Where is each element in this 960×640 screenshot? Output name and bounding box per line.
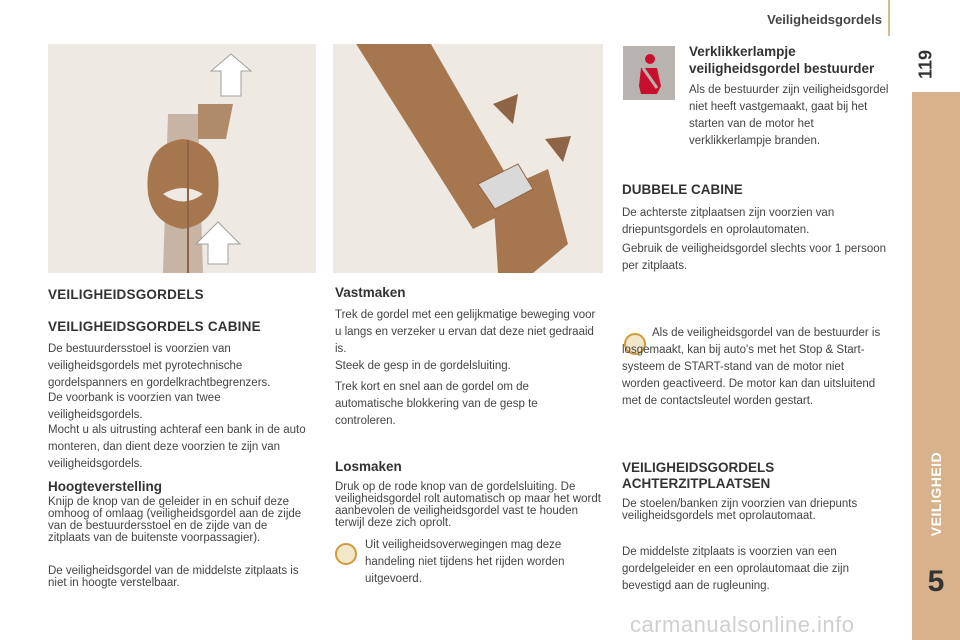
heading-warning-lamp-2: veiligheidsgordel bestuurder: [689, 61, 875, 76]
chapter-label: VEILIGHEID: [928, 451, 944, 537]
paragraph-fasten-2: Steek de gesp in de gordelsluiting.: [335, 360, 511, 372]
paragraph-fasten-1: Trek de gordel met een gelijkmatige beweging voor u langs en verzeker u ervan dat deze niet gedraaid is.: [335, 309, 596, 355]
paragraph-rear-2: De middelste zitplaats is voorzien van een gordelgeleider en een oprolautomaat die zijn bevestigd aan de rugleuning.: [622, 546, 849, 592]
paragraph-double-cabin-2: Gebruik de veiligheidsgordel slechts voor 1 persoon per zitplaats.: [622, 243, 887, 272]
paragraph-rear-1: De stoelen/banken zijn voorzien van driepunts veiligheidsgordels met oprolautomaat.: [622, 498, 858, 522]
running-header: Veiligheidsgordels: [767, 12, 882, 27]
paragraph-retrofit-bench: Mocht u als uitrusting achteraf een bank in de auto monteren, dan dient deze voorzien te zijn van veiligheidsgordels.: [48, 424, 306, 470]
note-stop-start: Als de veiligheidsgordel van de bestuurder is losgemaakt, kan bij auto's met het Stop & Start-systeem de START-stand van de motor niet worden geactiveerd. De motor kan dan uitsluitend met de contactsleutel worden gestart.: [622, 327, 881, 407]
paragraph-driver-seat: De bestuurdersstoel is voorzien van veiligheidsgordels met pyrotechnische gordelspanners en gordelkrachtbegrenzers.: [48, 343, 271, 389]
page-number: 119: [915, 49, 936, 80]
heading-rear-seatbelts-2: ACHTERZITPLAATSEN: [622, 476, 771, 491]
paragraph-front-bench: De voorbank is voorzien van twee veiligheidsgordels.: [48, 392, 221, 421]
heading-rear-seatbelts-1: VEILIGHEIDSGORDELS: [622, 460, 775, 475]
chapter-number: 5: [927, 565, 945, 598]
paragraph-fasten-3: Trek kort en snel aan de gordel om de automatische blokkering van de gesp te controleren.: [335, 381, 538, 427]
heading-height-adjustment: Hoogteverstelling: [48, 479, 163, 494]
paragraph-double-cabin-1: De achterste zitplaatsen zijn voorzien van driepuntsgordels en oprolautomaten.: [622, 207, 835, 236]
paragraph-release: Druk op de rode knop van de gordelsluiting. De veiligheidsgordel rolt automatisch op maar het wordt aanbevolen de veiligheidsgordel vast te houden terwijl deze zich oprolt.: [335, 481, 601, 529]
heading-fastening: Vastmaken: [335, 285, 406, 300]
paragraph-height-adjust: Knijp de knop van de geleider in en schuif deze omhoog of omlaag (veiligheidsgordel aan de zijde van de bestuurdersstoel en de zijde van de zitplaats van de buitenste voorpassagier).: [48, 496, 302, 544]
paragraph-middle-seat: De veiligheidsgordel van de middelste zitplaats is niet in hoogte verstelbaar.: [48, 565, 299, 589]
watermark: carmanualsonline.info: [630, 612, 855, 637]
section-title-cabin-seatbelts: VEILIGHEIDSGORDELS CABINE: [48, 319, 261, 334]
height-adjuster-illustration: [48, 44, 316, 273]
heading-double-cabin: DUBBELE CABINE: [622, 182, 743, 197]
heading-warning-lamp-1: Verklikkerlampje: [689, 44, 796, 59]
warning-eye-icon: [335, 543, 357, 565]
section-title-seatbelts: VEILIGHEIDSGORDELS: [48, 287, 204, 302]
paragraph-warning-lamp: Als de bestuurder zijn veiligheidsgordel niet heeft vastgemaakt, gaat bij het starten van de motor het verklikkerlampje branden.: [689, 84, 889, 147]
buckle-illustration: [333, 44, 603, 273]
seatbelt-warning-lamp-icon: [623, 46, 675, 100]
note-release-warning: Uit veiligheidsoverwegingen mag deze handeling niet tijdens het rijden worden uitgevoerd.: [365, 539, 565, 585]
header-rule: [888, 0, 890, 36]
heading-releasing: Losmaken: [335, 459, 402, 474]
